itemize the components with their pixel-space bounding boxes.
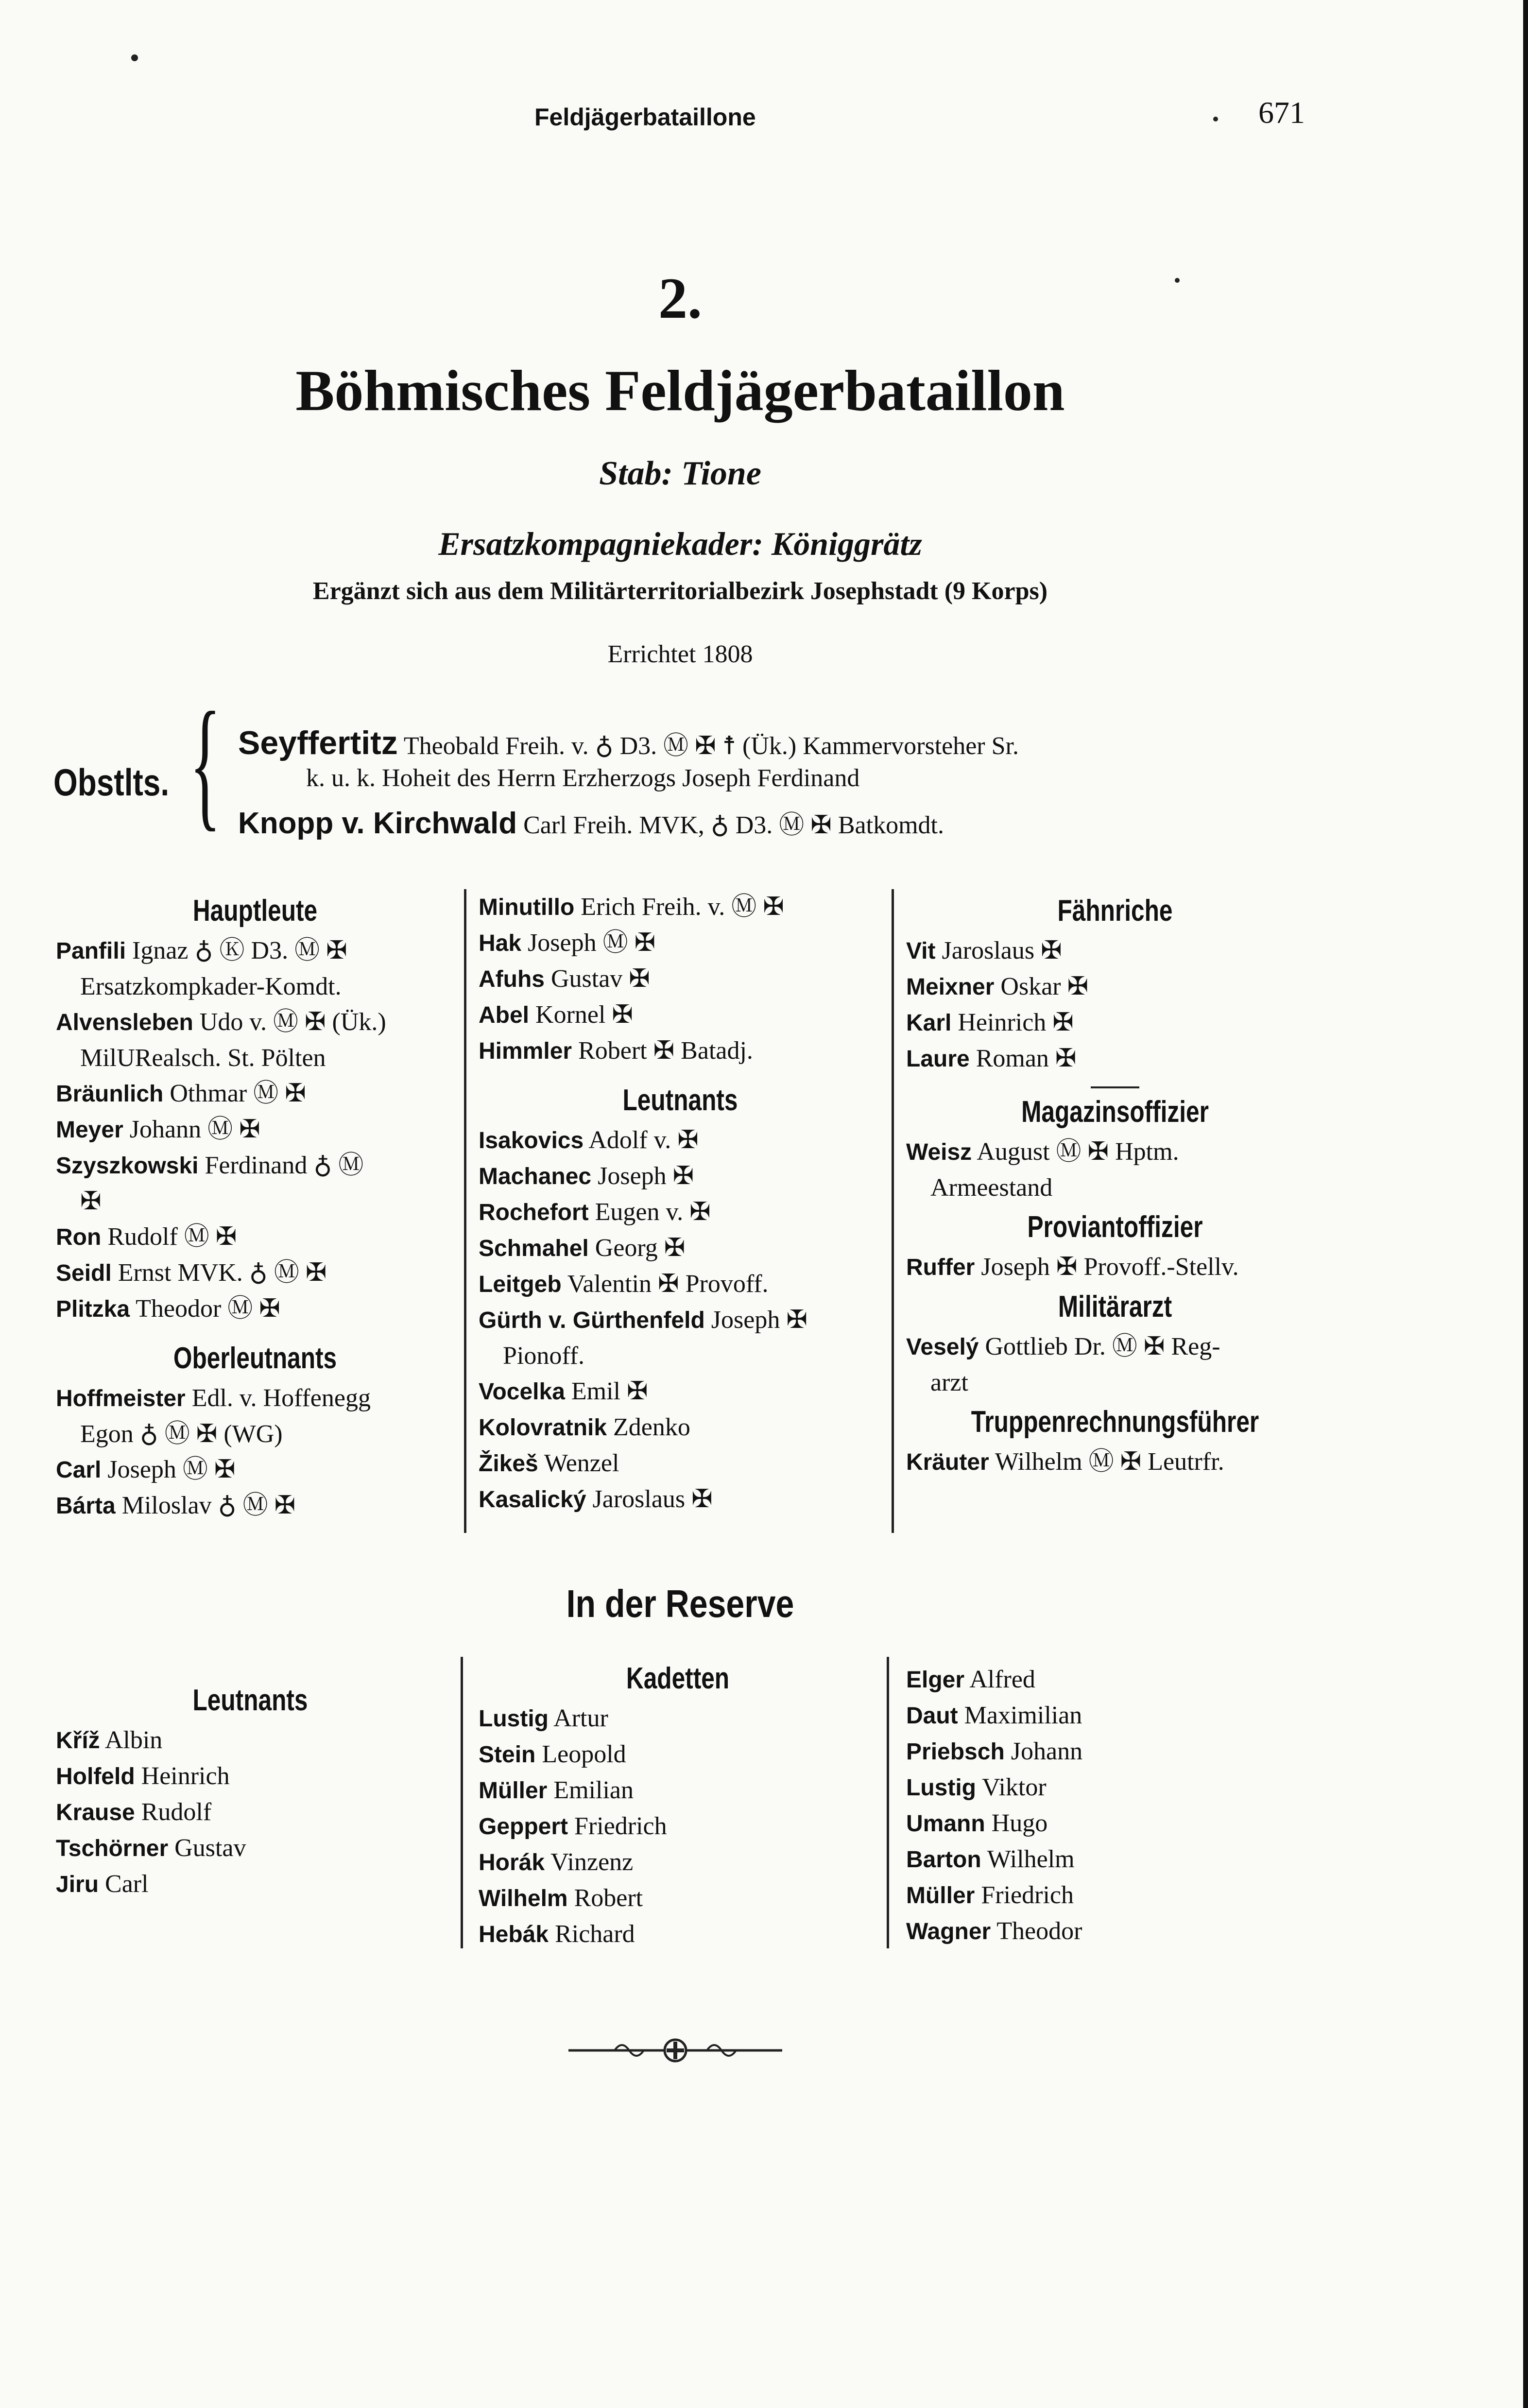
entry-details: Alfred <box>969 1666 1035 1693</box>
entry-details: Edl. v. Hoffenegg <box>191 1384 371 1412</box>
entry-name: Žikeš <box>479 1451 538 1477</box>
entry-details: Joseph Ⓜ ✠ <box>528 929 656 957</box>
entry-details: Jaroslaus ✠ <box>592 1485 713 1513</box>
entry-details: Joseph ✠ Provoff.-Stellv. <box>981 1253 1239 1281</box>
list-entry <box>906 1170 1324 1205</box>
entry-name: Lustig <box>479 1706 549 1732</box>
entry-details: Gustav ✠ <box>550 965 650 993</box>
column-reserve-leutnants <box>56 1679 445 1902</box>
entry-details: Friedrich <box>981 1881 1074 1909</box>
obstlt-entry-1-continued: k. u. k. Hoheit des Herrn Erzherzogs Joseph Ferdinand <box>306 764 860 792</box>
list-entry <box>906 1041 1324 1077</box>
entry-name: Priebsch <box>906 1739 1005 1765</box>
entry-name: Meixner <box>906 974 995 1000</box>
column-rule <box>887 1657 889 1948</box>
entry-details: Robert ✠ Batadj. <box>578 1037 753 1065</box>
entry-name: Barton <box>906 1847 981 1873</box>
entry-details: Johann Ⓜ ✠ <box>129 1116 260 1143</box>
entry-details: Ernst MVK. ♁ Ⓜ ✠ <box>118 1259 327 1287</box>
list-entry <box>56 1004 454 1040</box>
list-entry <box>479 1158 882 1194</box>
entry-details: Theodor <box>996 1917 1082 1945</box>
entry-details: Udo v. Ⓜ ✠ (Ük.) <box>199 1008 386 1036</box>
entry-name: Seidl <box>56 1260 112 1286</box>
entry-details: Johann <box>1011 1737 1083 1765</box>
entry-name: Alvensleben <box>56 1010 193 1035</box>
list-entry <box>906 969 1324 1005</box>
reserve-leutnants-list <box>56 1722 445 1902</box>
entry-name: Kříž <box>56 1728 100 1754</box>
list-entry <box>906 1444 1324 1480</box>
hauptleute-continued-list <box>479 889 882 1069</box>
entry-details: Theodor Ⓜ ✠ <box>136 1295 280 1323</box>
list-entry <box>56 1452 454 1488</box>
entry-name: Hebák <box>479 1922 549 1947</box>
entry-name: Rochefort <box>479 1200 589 1225</box>
entry-name: Ron <box>56 1224 102 1250</box>
section-heading: Kadetten <box>626 1662 730 1695</box>
list-entry <box>906 1841 1324 1877</box>
section-heading: Truppenrechnungsführer <box>971 1405 1259 1439</box>
oberleutnants-list <box>56 1380 454 1524</box>
entry-name: Panfili <box>56 938 126 964</box>
entry-name: Veselý <box>906 1334 979 1360</box>
entry-name: Leitgeb <box>479 1272 562 1297</box>
stab-line: Stab: Tione <box>599 455 761 492</box>
list-entry <box>479 1374 882 1410</box>
entry-details: Armeestand <box>930 1174 1053 1202</box>
list-entry <box>906 1734 1324 1770</box>
list-entry <box>479 1701 877 1737</box>
entry-name: Weisz <box>906 1139 972 1165</box>
entry-details: Emil ✠ <box>571 1377 648 1405</box>
list-entry <box>56 1219 454 1255</box>
entry-name: Geppert <box>479 1814 568 1840</box>
entry-name: Kasalický <box>479 1487 586 1513</box>
list-entry <box>479 1808 877 1844</box>
entry-name: Abel <box>479 1002 530 1028</box>
entry-name: Carl <box>56 1457 102 1483</box>
list-entry <box>479 1266 882 1302</box>
entry-name: Umann <box>906 1811 985 1837</box>
entry-name: Minutillo <box>479 894 575 920</box>
list-entry <box>479 961 882 997</box>
list-entry <box>479 1230 882 1266</box>
list-entry <box>906 1005 1324 1041</box>
officer-name: Seyffertitz <box>238 724 398 761</box>
entry-name: Lustig <box>906 1775 976 1801</box>
entry-details: Adolf v. ✠ <box>588 1126 699 1154</box>
entry-name: Machanec <box>479 1164 592 1189</box>
ornament-divider <box>568 2036 782 2065</box>
list-entry <box>56 933 454 969</box>
section-number: 2. <box>658 266 702 330</box>
entry-details: Joseph ✠ <box>711 1306 807 1334</box>
list-entry <box>479 1916 877 1952</box>
entry-name: Wilhelm <box>479 1886 568 1911</box>
leutnants-list <box>479 1122 882 1517</box>
recruitment-line: Ergänzt sich aus dem Militärterritorialbezirk Josephstadt (9 Korps) <box>312 577 1048 605</box>
proviant-list <box>906 1249 1324 1285</box>
arzt-list <box>906 1329 1324 1400</box>
list-entry <box>479 1772 877 1808</box>
faehnriche-list <box>906 933 1324 1077</box>
entry-details: MilURealsch. St. Pölten <box>80 1044 326 1072</box>
list-entry <box>56 1040 454 1076</box>
entry-details: Hugo <box>991 1809 1048 1837</box>
entry-name: Schmahel <box>479 1236 589 1261</box>
kadetten-list-continued <box>906 1662 1324 1949</box>
entry-details: Eugen v. ✠ <box>595 1198 711 1226</box>
entry-name: Laure <box>906 1046 970 1072</box>
hauptleute-list <box>56 933 454 1327</box>
entry-details: Wilhelm Ⓜ ✠ Leutrfr. <box>995 1448 1224 1476</box>
depot-line: Ersatzkompagniekader: Königgrätz <box>438 525 922 562</box>
entry-details: August Ⓜ ✠ Hptm. <box>977 1138 1179 1166</box>
list-entry <box>906 1806 1324 1841</box>
entry-name: Kolovratnik <box>479 1415 607 1441</box>
list-entry <box>479 1122 882 1158</box>
entry-details: Heinrich ✠ <box>958 1009 1074 1036</box>
entry-details: Rudolf <box>141 1798 212 1826</box>
obstlt-entry-2 <box>238 804 944 841</box>
entry-details: ✠ <box>80 1187 102 1215</box>
entry-details: arzt <box>930 1369 968 1396</box>
page-number: 671 <box>1258 95 1305 130</box>
list-entry <box>906 1134 1324 1170</box>
list-entry <box>479 1445 882 1481</box>
list-entry <box>56 1184 454 1219</box>
entry-name: Stein <box>479 1742 536 1768</box>
entry-details: Viktor <box>982 1773 1047 1801</box>
section-heading: Proviantoffizier <box>1027 1210 1203 1244</box>
list-entry <box>56 1076 454 1112</box>
obstlt-entry-1 <box>238 724 1019 762</box>
entry-details: Miloslav ♁ Ⓜ ✠ <box>121 1492 296 1519</box>
column-rule <box>461 1657 463 1948</box>
entry-name: Szyszkowski <box>56 1153 199 1179</box>
section-heading: Leutnants <box>192 1684 308 1717</box>
entry-name: Bárta <box>56 1493 116 1519</box>
list-entry <box>906 1329 1324 1365</box>
entry-name: Himmler <box>479 1038 572 1064</box>
entry-name: Ruffer <box>906 1255 975 1280</box>
entry-details: Albin <box>104 1726 163 1754</box>
obstlts-label: Obstlts. <box>53 761 170 804</box>
rechnung-list <box>906 1444 1324 1480</box>
list-entry <box>906 1770 1324 1806</box>
entry-name: Hoffmeister <box>56 1386 186 1411</box>
entry-name: Plitzka <box>56 1296 130 1322</box>
entry-name: Karl <box>906 1010 952 1036</box>
entry-name: Hak <box>479 930 522 956</box>
page-title: Böhmisches Feldjägerbataillon <box>295 358 1065 423</box>
entry-name: Wagner <box>906 1919 991 1944</box>
entry-details: Gottlieb Dr. Ⓜ ✠ Reg- <box>985 1333 1220 1360</box>
entry-details: Wilhelm <box>987 1845 1075 1873</box>
entry-name: Daut <box>906 1703 958 1729</box>
list-entry <box>906 933 1324 969</box>
list-entry <box>906 1365 1324 1400</box>
list-entry <box>479 1880 877 1916</box>
reserve-title: In der Reserve <box>566 1582 794 1625</box>
section-heading: Oberleutnants <box>173 1342 337 1375</box>
entry-details: Emilian <box>553 1776 634 1804</box>
entry-name: Isakovics <box>479 1128 584 1153</box>
list-entry <box>906 1662 1324 1698</box>
column-reserve-kadetten-2 <box>906 1662 1324 1949</box>
entry-details: Joseph Ⓜ ✠ <box>107 1456 236 1483</box>
kadetten-list <box>479 1701 877 1952</box>
entry-details: Wenzel <box>544 1449 619 1477</box>
entry-details: Friedrich <box>574 1812 667 1840</box>
list-entry <box>479 1033 882 1069</box>
column-leutnants <box>479 889 882 1517</box>
list-entry <box>479 1481 882 1517</box>
entry-name: Gürth v. Gürthenfeld <box>479 1307 705 1333</box>
entry-details: Robert <box>574 1884 643 1912</box>
column-faehnriche <box>906 889 1324 1480</box>
list-entry <box>479 1410 882 1445</box>
entry-details: Egon ♁ Ⓜ ✠ (WG) <box>80 1420 283 1448</box>
entry-details: Maximilian <box>964 1702 1082 1729</box>
list-entry <box>56 1148 454 1184</box>
entry-details: Kornel ✠ <box>535 1001 633 1029</box>
magazin-list <box>906 1134 1324 1205</box>
entry-details: Georg ✠ <box>595 1234 686 1262</box>
entry-details: Ignaz ♁ Ⓚ D3. Ⓜ ✠ <box>132 937 347 964</box>
entry-name: Jiru <box>56 1872 99 1897</box>
list-entry <box>56 1722 445 1758</box>
list-entry <box>479 889 882 925</box>
list-entry <box>56 1488 454 1524</box>
entry-details: Oskar ✠ <box>1000 973 1089 1000</box>
entry-details: Ersatzkompkader-Komdt. <box>80 973 342 1000</box>
list-entry <box>56 1830 445 1866</box>
entry-name: Horák <box>479 1850 545 1875</box>
entry-details: Leopold <box>542 1740 626 1768</box>
entry-name: Tschörner <box>56 1836 169 1861</box>
list-entry <box>56 1794 445 1830</box>
entry-name: Meyer <box>56 1117 123 1143</box>
list-entry <box>56 1866 445 1902</box>
entry-details: Pionoff. <box>503 1342 585 1370</box>
entry-details: Rudolf Ⓜ ✠ <box>107 1223 237 1251</box>
entry-details: Richard <box>555 1920 635 1948</box>
column-reserve-kadetten <box>479 1657 877 1952</box>
list-entry <box>906 1698 1324 1734</box>
list-entry <box>906 1877 1324 1913</box>
entry-name: Krause <box>56 1800 135 1825</box>
entry-name: Holfeld <box>56 1764 135 1789</box>
officer-details: Carl Freih. MVK, ♁ D3. Ⓜ ✠ Batkomdt. <box>523 811 944 839</box>
column-rule <box>892 889 894 1533</box>
section-heading: Hauptleute <box>192 894 318 928</box>
list-entry <box>56 1255 454 1291</box>
list-entry <box>479 1302 882 1338</box>
list-entry <box>479 925 882 961</box>
list-entry <box>479 1194 882 1230</box>
list-entry <box>56 969 454 1004</box>
entry-name: Vit <box>906 938 936 964</box>
list-entry <box>906 1249 1324 1285</box>
section-heading: Fähnriche <box>1057 894 1173 928</box>
list-entry <box>56 1291 454 1327</box>
speck <box>131 54 138 61</box>
entry-details: Carl <box>105 1870 149 1898</box>
entry-name: Vocelka <box>479 1379 565 1405</box>
section-heading: Magazinsoffizier <box>1021 1095 1209 1129</box>
entry-details: Heinrich <box>141 1762 230 1790</box>
list-entry <box>479 1737 877 1772</box>
entry-name: Afuhs <box>479 966 545 992</box>
officer-name: Knopp v. Kirchwald <box>238 807 517 840</box>
entry-name: Elger <box>906 1667 965 1693</box>
entry-name: Bräunlich <box>56 1081 164 1107</box>
entry-details: Valentin ✠ Provoff. <box>567 1270 769 1298</box>
entry-details: Ferdinand ♁ Ⓜ <box>205 1152 364 1179</box>
list-entry <box>56 1112 454 1148</box>
entry-details: Artur <box>553 1704 608 1732</box>
brace-glyph: { <box>189 682 221 843</box>
column-rule <box>464 889 466 1533</box>
entry-details: Erich Freih. v. Ⓜ ✠ <box>581 893 784 921</box>
column-hauptleute <box>56 889 454 1524</box>
list-entry <box>56 1758 445 1794</box>
list-entry <box>479 1338 882 1374</box>
entry-details: Gustav <box>174 1834 246 1862</box>
established-line: Errichtet 1808 <box>607 640 753 668</box>
entry-details: Roman ✠ <box>976 1045 1077 1072</box>
list-entry <box>906 1913 1324 1949</box>
speck <box>1213 117 1218 121</box>
list-entry <box>479 1844 877 1880</box>
entry-details: Joseph ✠ <box>598 1162 694 1190</box>
list-entry <box>479 997 882 1033</box>
list-entry <box>56 1416 454 1452</box>
entry-details: Othmar Ⓜ ✠ <box>170 1080 306 1107</box>
entry-name: Müller <box>906 1883 975 1909</box>
section-heading: Militärarzt <box>1058 1290 1172 1324</box>
list-entry <box>56 1380 454 1416</box>
entry-name: Müller <box>479 1778 548 1804</box>
entry-name: Kräuter <box>906 1449 989 1475</box>
entry-details: Jaroslaus ✠ <box>942 937 1062 964</box>
section-heading: Leutnants <box>622 1084 738 1117</box>
entry-details: Vinzenz <box>550 1848 634 1876</box>
running-head: Feldjägerbataillone <box>534 103 756 131</box>
officer-details: Theobald Freih. v. ♁ D3. Ⓜ ✠ ☨ (Ük.) Kammervorsteher Sr. <box>403 732 1019 760</box>
entry-details: Zdenko <box>613 1413 690 1441</box>
